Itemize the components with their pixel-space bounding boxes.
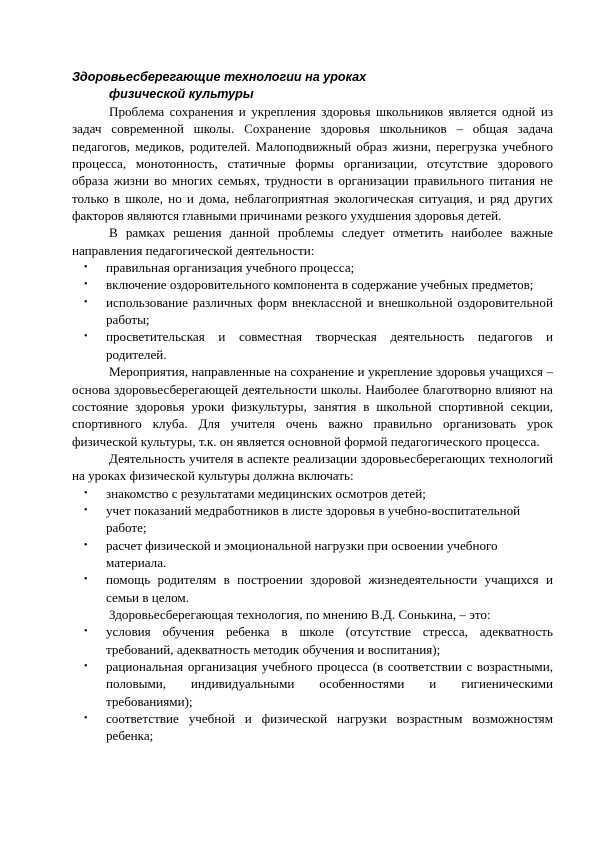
bullet-icon: • <box>84 262 88 274</box>
bullet-icon: • <box>84 661 88 672</box>
list-item: • рациональная организация учебного процесса (в соответствии с возрастными, половыми, индивидуальными особенностями и гигиеническими требованиями); <box>84 659 553 709</box>
bullet-icon: • <box>84 504 88 516</box>
paragraph-activities: Мероприятия, направленные на сохранение и укрепление здоровья учащихся – основа здоровьесберегающей деятельности школы. Наиболее благотворно влияют на состояние здоровья уроки физкультуры, занятия в школьной спортивной секции, спортивного клуба. Для учителя очень важно правильно организовать урок физической культуры, т.к. он является основной формой педагогического процесса. <box>72 364 553 449</box>
list-item: • правильная организация учебного процесса; <box>84 260 355 276</box>
document-page <box>72 69 553 745</box>
paragraph-technology: Здоровьесберегающая технология, по мнению В.Д. Сонькина, – это: <box>109 606 491 622</box>
technology-list <box>72 623 553 744</box>
list-item: • соответствие учебной и физической нагрузки возрастным возможностям ребенка; <box>84 711 553 744</box>
list-item: • знакомство с результатами медицинских осмотров детей; <box>84 485 426 501</box>
teacher-list <box>72 485 553 606</box>
bullet-icon: • <box>84 296 88 308</box>
list-item: • помощь родителям в построении здоровой жизнедеятельности учащихся и семьи в целом. <box>84 572 553 605</box>
paragraph-intro: Проблема сохранения и укрепления здоровья школьников является одной из задач современной школы. Сохранение здоровья школьников – общая задача педагогов, медиков, родителей. Малоподвижный образ жизни, перегрузка учебного процесса, монотонность, статичные формы организации, отсутствие здорового образа жизни во многих семьях, трудности в организации правильного питания не только в школе, но и дома, неблагоприятная экологическая ситуация, и ряд других факторов являются главными причинами резкого ухудшения здоровья детей. <box>72 104 553 224</box>
list-item: • включение оздоровительного компонента в содержание учебных предметов; <box>84 277 534 293</box>
directions-list <box>72 259 553 363</box>
list-item: • учет показаний медработников в листе здоровья в учебно-воспитательной работе; <box>84 502 521 536</box>
paragraph-directions: В рамках решения данной проблемы следует отметить наиболее важные направления педагогической деятельности: <box>72 225 553 258</box>
list-item: • просветительская и совместная творческая деятельность педагогов и родителей. <box>84 329 553 362</box>
list-item: • расчет физической и эмоциональной нагрузки при освоении учебного материала. <box>84 537 498 570</box>
bullet-icon: • <box>84 713 88 725</box>
bullet-icon: • <box>84 539 88 551</box>
document-title <box>72 69 553 103</box>
paragraph-teacher: Деятельность учителя в аспекте реализации здоровьесберегающих технологий на уроках физической культуры должна включать: <box>72 450 553 484</box>
title-line-1: Здоровьесберегающие технологии на уроках <box>72 70 367 84</box>
title-line-2: физической культуры <box>109 87 254 101</box>
bullet-icon: • <box>84 331 88 343</box>
bullet-icon: • <box>84 279 88 291</box>
list-item: • использование различных форм внеклассной и внешкольной оздоровительной работы; <box>84 294 553 328</box>
bullet-icon: • <box>84 574 88 586</box>
bullet-icon: • <box>84 626 88 638</box>
list-item: • условия обучения ребенка в школе (отсутствие стресса, адекватность требований, адекватность методик обучения и воспитания); <box>84 624 553 657</box>
bullet-icon: • <box>84 487 88 499</box>
